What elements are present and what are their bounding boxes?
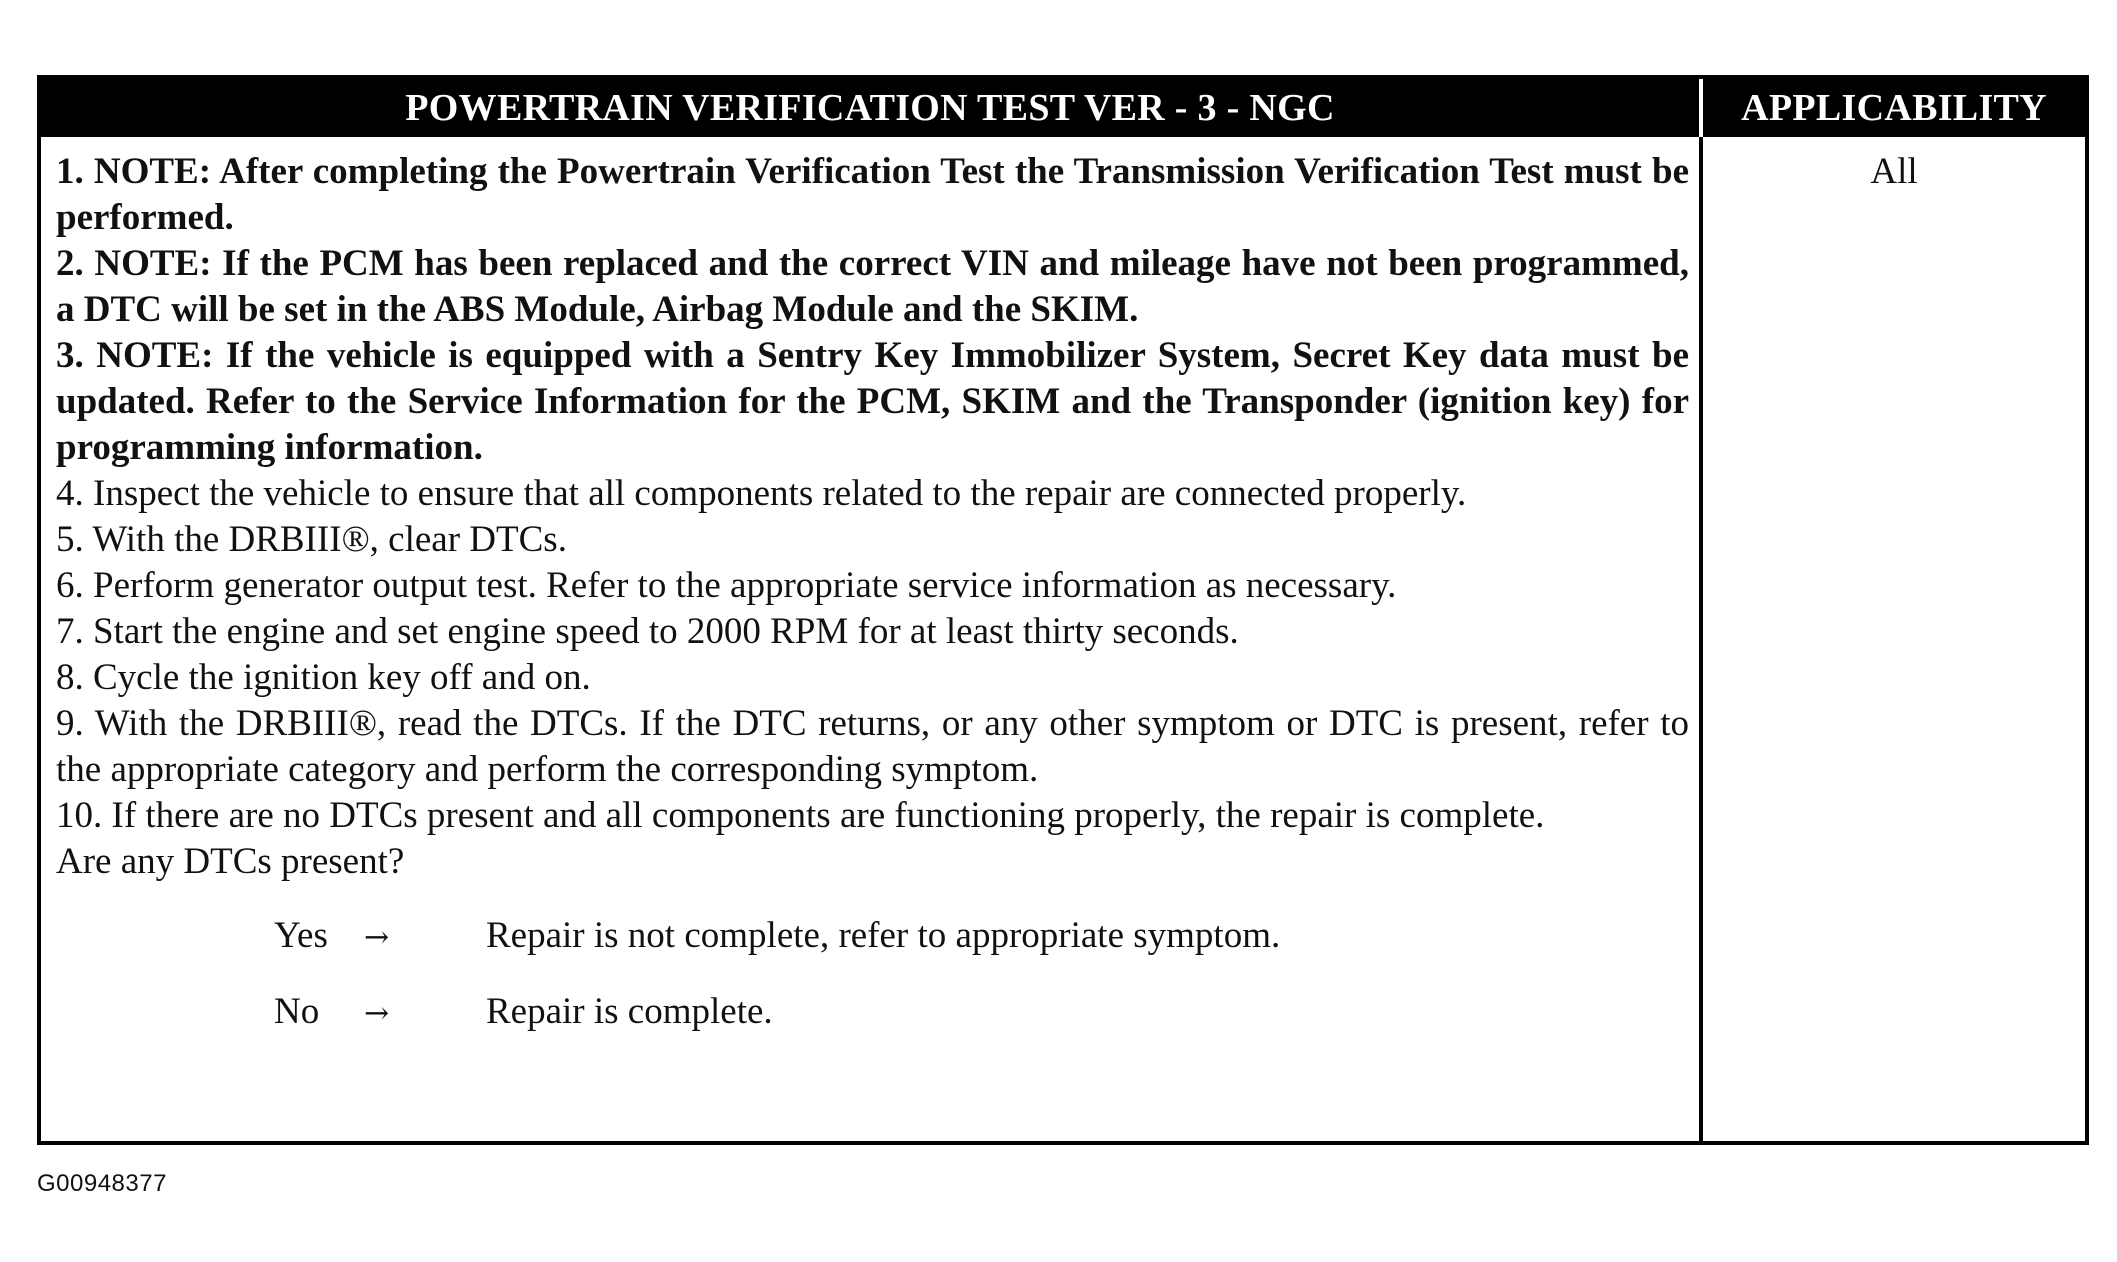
step-5: 5. With the DRBIII®, clear DTCs. [56,519,567,560]
figure-id: G00948377 [37,1170,167,1197]
right-arrow-icon: → [364,996,390,1031]
answer-yes-result: Repair is not complete, refer to appropriate symptom. [486,915,1281,956]
answer-yes-row [56,913,1689,989]
answer-no-result: Repair is complete. [486,991,773,1032]
step-1-note: 1. NOTE: After completing the Powertrain Verification Test the Transmission Verification Test must be performed. [56,151,1689,238]
step-10: 10. If there are no DTCs present and all components are functioning properly, the repair is complete. [56,795,1545,836]
answer-yes-label: Yes [274,915,328,956]
step-7: 7. Start the engine and set engine speed to 2000 RPM for at least thirty seconds. [56,611,1239,652]
answer-list [56,913,1689,1065]
step-6: 6. Perform generator output test. Refer to the appropriate service information as necessary. [56,565,1397,606]
table-header-title: POWERTRAIN VERIFICATION TEST VER - 3 - NGC [41,79,1703,137]
applicability-value: All [1870,151,1918,192]
applicability-cell [1703,137,2085,1141]
answer-no-label: No [274,991,320,1032]
answer-no-row [56,989,1689,1065]
procedure-steps-cell [41,137,1703,1141]
step-3-note: 3. NOTE: If the vehicle is equipped with a Sentry Key Immobilizer System, Secret Key data must be updated. Refer to the Service Information for the PCM, SKIM and the Transponder (ignition key) for programming information. [56,335,1689,468]
answer-no-choice [56,989,486,1037]
procedure-table [37,75,2089,1145]
step-2-note: 2. NOTE: If the PCM has been replaced and the correct VIN and mileage have not been programmed, a DTC will be set in the ABS Module, Airbag Module and the SKIM. [56,243,1689,330]
question-text: Are any DTCs present? [56,841,405,882]
step-9: 9. With the DRBIII®, read the DTCs. If the DTC returns, or any other symptom or DTC is present, refer to the appropriate category and perform the corresponding symptom. [56,703,1689,790]
step-8: 8. Cycle the ignition key off and on. [56,657,591,698]
answer-yes-choice [56,913,486,961]
right-arrow-icon: → [364,920,390,955]
step-4: 4. Inspect the vehicle to ensure that all components related to the repair are connected properly. [56,473,1467,514]
table-header-applicability: APPLICABILITY [1703,79,2085,137]
